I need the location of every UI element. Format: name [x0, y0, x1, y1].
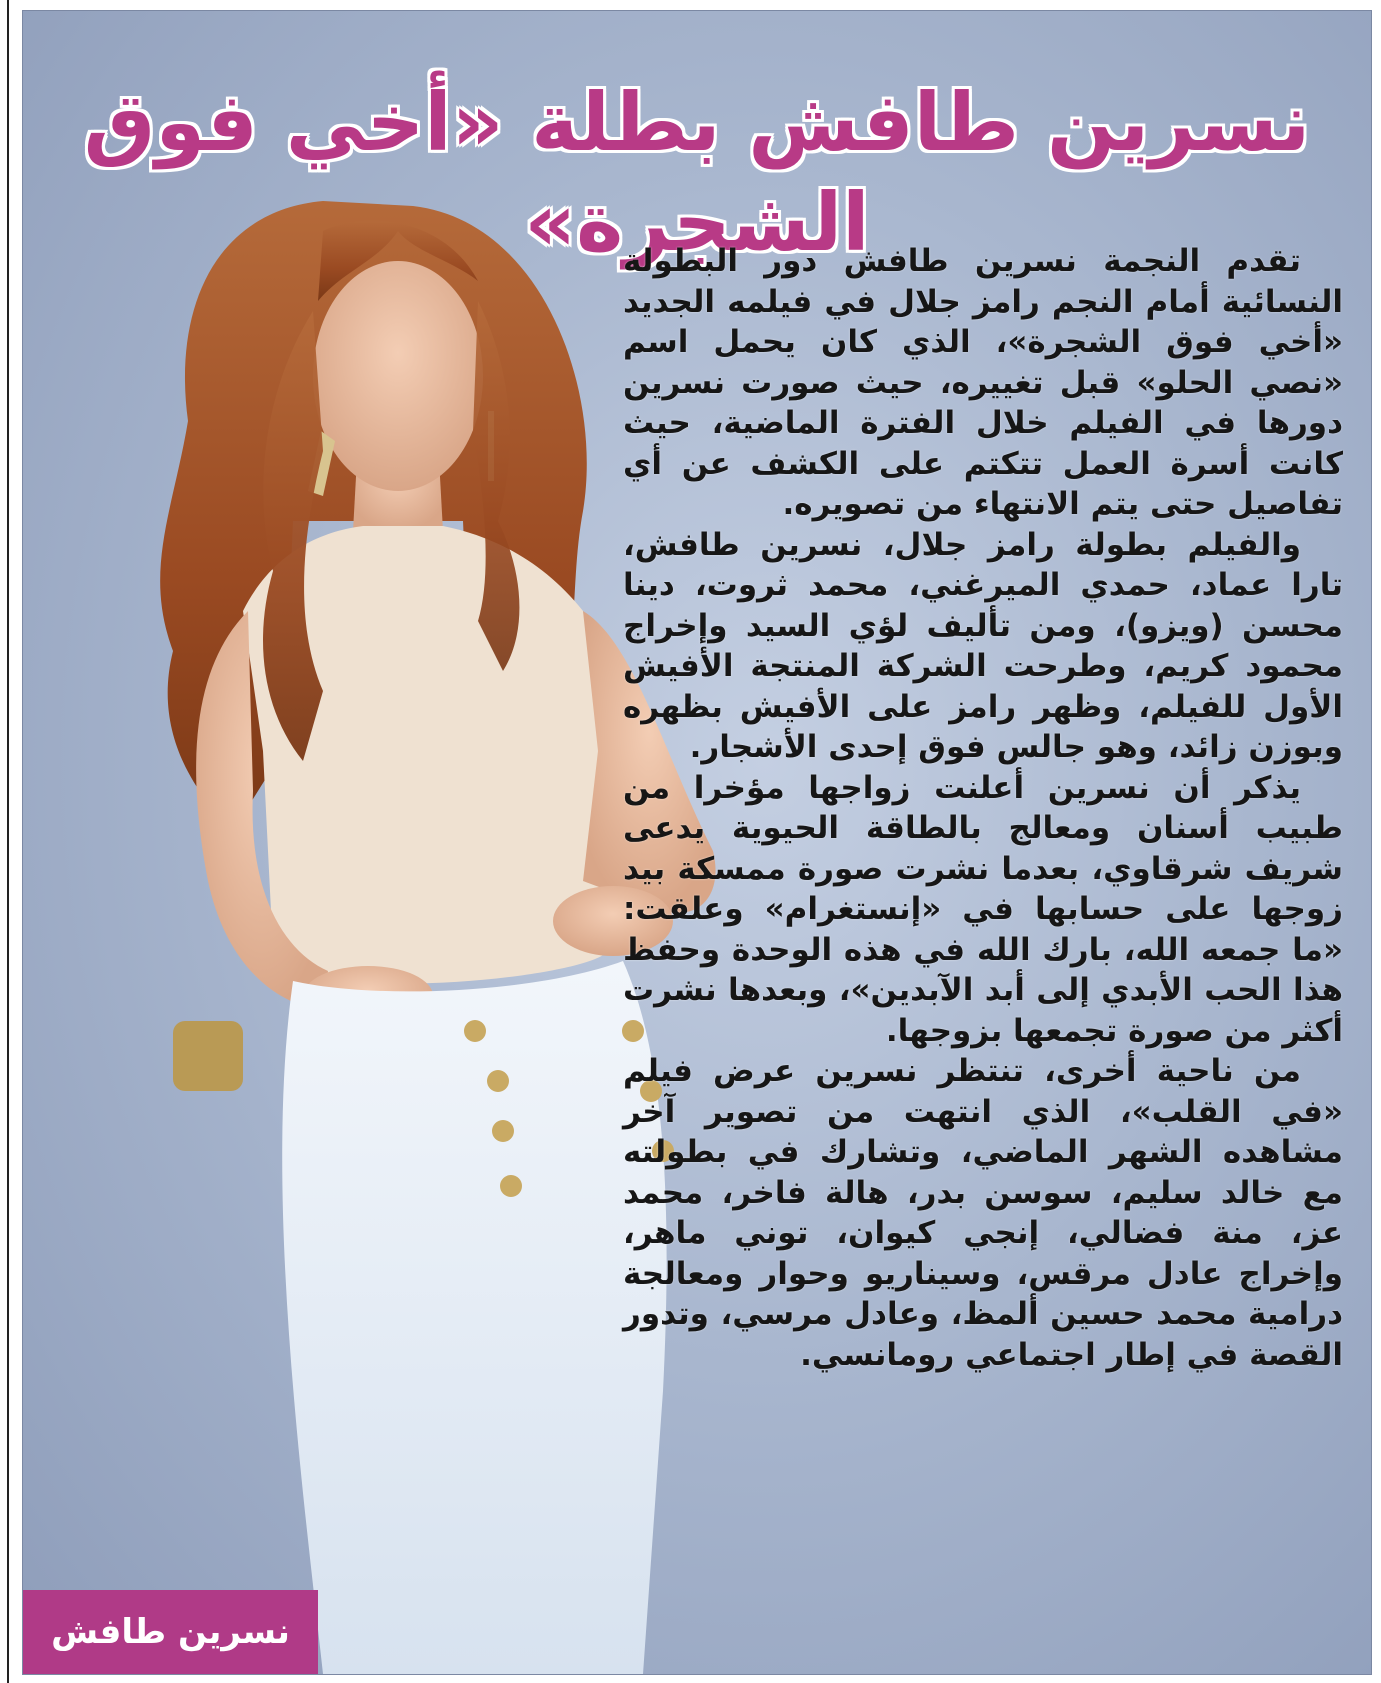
paragraph: يذكر أن نسرين أعلنت زواجها مؤخرا من طبيب أسنان ومعالج بالطاقة الحيوية يدعى شريف شرقاوي، بعدما نشرت صورة ممسكة بيد زوجها على حسابها في «إنستغرام» وعلقت: «ما جمعه الله، بارك الله في هذه الوحدة وحفظ هذا الحب الأبدي إلى أبد الآبدين»، وبعدها نشرت أكثر من صورة تجمعها بزوجها. — [623, 769, 1343, 1049]
article-panel — [22, 10, 1372, 1675]
headline: نسرين طافش بطلة «أخي فوق الشجرة» — [83, 76, 1311, 269]
caption-text: نسرين طافش — [51, 1612, 290, 1652]
article-body — [623, 241, 1343, 1375]
page-edge-rule — [7, 0, 9, 1683]
paragraph: والفيلم بطولة رامز جلال، نسرين طافش، تارا عماد، حمدي الميرغني، محمد ثروت، دينا محسن (ويزو)، ومن تأليف لؤي السيد وإخراج محمود كريم، وطرحت الشركة المنتجة الأفيش الأول للفيلم، وظهر رامز على الأفيش بظهره وبوزن زائد، وهو جالس فوق إحدى الأشجار. — [623, 526, 1343, 765]
paragraph: تقدم النجمة نسرين طافش دور البطولة النسائية أمام النجم رامز جلال في فيلمه الجديد «أخي فوق الشجرة»، الذي كان يحمل اسم «نصي الحلو» قبل تغييره، حيث صورت نسرين دورها في الفيلم خلال الفترة الماضية، حيث كانت أسرة العمل تتكتم على الكشف عن أي تفاصيل حتى يتم الانتهاء من تصويره. — [623, 243, 1343, 522]
photo-caption — [23, 1590, 318, 1674]
paragraph: من ناحية أخرى، تنتظر نسرين عرض فيلم «في القلب»، الذي انتهت من تصوير آخر مشاهده الشهر الماضي، وتشارك في بطولته مع خالد سليم، سوسن بدر، هالة فاخر، محمد عز، منة فضالي، إنجي كيوان، توني ماهر، وإخراج عادل مرقس، وسيناريو وحوار ومعالجة درامية محمد حسين ألمظ، وعادل مرسي، وتدور القصة في إطار اجتماعي رومانسي. — [623, 1053, 1343, 1373]
